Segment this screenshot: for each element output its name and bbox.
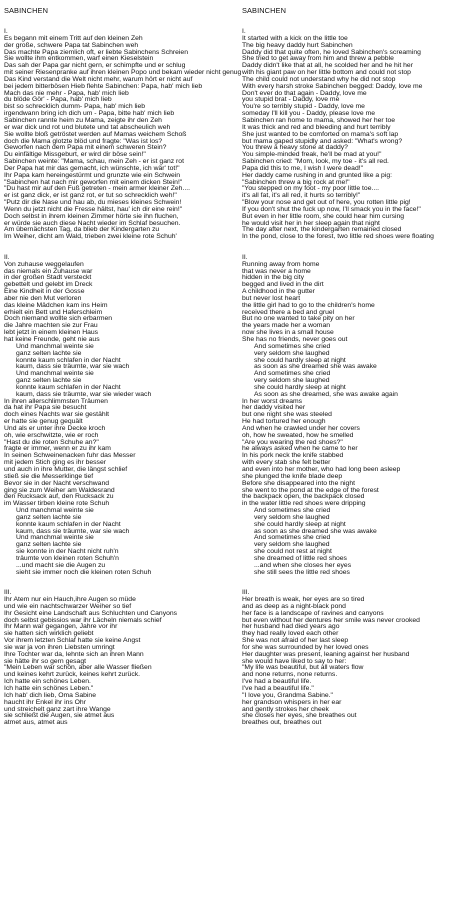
poem-line: but one night she was steeled xyxy=(242,411,332,419)
poem-line: she could hardly sleep at night xyxy=(254,383,346,391)
poem-line: You simple-minded freak, he'll be mad at you!" xyxy=(242,151,382,159)
poem-line: sie war ja von ihren Liebsten umringt xyxy=(4,643,115,651)
poem-line: mit seiner Riesenpranke auf ihren kleinen Popo und bekam wieder nicht genug xyxy=(4,69,242,77)
poem-line: It started with a kick on the little toe xyxy=(242,34,348,42)
section-numeral: I. xyxy=(242,28,246,35)
poem-line: Der Papa hat mir das gemacht, ich wünschte, ich wär' tot!" xyxy=(4,164,180,172)
poem-line: that was never a home xyxy=(242,267,311,275)
stanza-gap xyxy=(4,248,232,255)
poem-line: und keines kehrt zurück, keines kehrt zurück. xyxy=(4,671,141,679)
poem-line: ...und macht sie die Augen zu xyxy=(16,561,106,569)
poem-line: ganz selten lachte sie xyxy=(16,513,82,521)
poem-line: er hatte sie genug gequält xyxy=(4,418,83,426)
poem-line: you stupid brat - Daddy, love me xyxy=(242,96,340,104)
poem-line: Mach das nie mehr - Papa, hab' mich lieb xyxy=(4,89,129,97)
poem-line: her husband had died years ago xyxy=(242,623,340,631)
poem-line: Sie wollte bloß getröstet werden auf Mamas weichem Schoß xyxy=(4,130,187,138)
poem-line: mit jedem Stich ging es ihr besser xyxy=(4,459,106,467)
poem-line: träumte von kleinen roten Schuh'n xyxy=(16,554,119,562)
poem-line: now she lives in a small house xyxy=(242,329,334,337)
poem-line: Und manchmal weinte sie xyxy=(16,342,94,350)
poem-line: received there a bed and gruel xyxy=(242,308,335,316)
poem-line: Du einfältige Missgeburt, er wird dir böse sein!" xyxy=(4,151,146,159)
poem-line: it's all fat, it's all red, it hurts so terribly!" xyxy=(242,192,361,200)
poem-line: Wenn du jetzt nicht die Fresse hältst, hau' ich dir eine rein!" xyxy=(4,205,183,213)
poem-line: den Rucksack auf, den Rucksack zu xyxy=(4,493,114,501)
poem-line: as soon as she dreamed she was awake xyxy=(254,363,377,371)
poem-line: konnte kaum schlafen in der Nacht xyxy=(16,356,121,364)
poem-line: and none returns, none returns. xyxy=(242,671,338,679)
poem-line: as soon as she dreamed she was awake xyxy=(254,527,377,535)
poem-line: im Wasser tirben kleine rote Schuh xyxy=(4,500,110,508)
poem-line: der große, schwere Papa tat Sabinchen weh xyxy=(4,41,139,49)
poem-line: With every harsh stroke Sabinchen begged: Daddy, love me xyxy=(242,82,423,90)
poem-line: bist so schrecklich dumm- Papa, hab' mich lieb xyxy=(4,103,146,111)
poem-line: konnte kaum schlafen in der Nacht xyxy=(16,520,121,528)
poem-line: sie schließt die Augen, sie atmet aus xyxy=(4,712,115,720)
poem-line: In the pond, close to the forest, two little red shoes were floating xyxy=(242,233,434,241)
poem-line: Und als er unter ihre Decke kroch xyxy=(4,424,106,432)
poem-line: Es begann mit einem Tritt auf den kleinen Zeh xyxy=(4,34,143,42)
poem-line: Daddy did that quite often, he loved Sabinchen's screaming xyxy=(242,48,421,56)
german-column xyxy=(4,6,242,727)
poem-line: In her worst dreams xyxy=(242,397,303,405)
poem-line: he always asked when he came to her xyxy=(242,445,358,453)
poem-line: "Putz dir die Nase und hau ab, du mieses kleines Schwein! xyxy=(4,199,182,207)
poem-line: ganz selten lachte sie xyxy=(16,377,82,385)
poem-line: kaum, dass sie träumte, war sie wieder wach xyxy=(16,390,152,398)
english-title: SABINCHEN xyxy=(242,6,287,15)
poem-line: erhielt ein Bett und Haferschleim xyxy=(4,308,103,316)
poem-line: Before she disappeared into the night xyxy=(242,479,355,487)
poem-line: Doch selbst in ihrem kleinen Zimmer hörte sie ihn fluchen, xyxy=(4,212,179,220)
poem-line: She just wanted to be comforted on mama's soft lap xyxy=(242,130,399,138)
german-title: SABINCHEN xyxy=(4,6,49,15)
poem-line: she plunged the knife blade deep xyxy=(242,472,343,480)
poem-line: As soon as she dreamed, she was awake again xyxy=(254,390,398,398)
poem-line: with every stab she felt better xyxy=(242,459,331,467)
poem-line: In seinen Schweinenacken fuhr das Messer xyxy=(4,452,136,460)
section-numeral: I. xyxy=(4,28,8,35)
english-column xyxy=(242,6,470,727)
poem-line: very seldom she laughed xyxy=(254,541,330,549)
poem-line: Und manchmal weinte sie xyxy=(16,370,94,378)
poem-line: ging sie zum Weiher am Waldesrand xyxy=(4,486,115,494)
poem-line: hat keine Freunde, geht nie aus xyxy=(4,335,100,343)
poem-line: Sie wollte ihm entkommen, warf einen Kieselstein xyxy=(4,55,154,63)
poem-line: da hat ihr Papa sie besucht xyxy=(4,404,87,412)
poem-line: Don't ever do that again - Daddy, love me xyxy=(242,89,367,97)
poem-line: You're so terribly stupid - Daddy, love me xyxy=(242,103,365,111)
poem-line: Her daughter was present, leaning against her husband xyxy=(242,650,410,658)
poem-line: She tried to get away from him and threw a pebble xyxy=(242,55,394,63)
poem-line: I've had a beautiful life. xyxy=(242,678,312,686)
section-numeral: II. xyxy=(4,253,10,261)
poem-line: And sometimes she cried xyxy=(254,534,331,542)
poem-line: Daddy didn't like that at all, he scolded her and he hit her xyxy=(242,62,413,70)
poem-line: She was not afraid of her last sleep xyxy=(242,637,349,645)
poem-line: breathes out, breathes out xyxy=(242,719,322,727)
poem-line: Geworfen nach dem Papa mit einem schweren Stein? xyxy=(4,144,167,152)
poem-line: Running away from home xyxy=(242,260,320,268)
poem-line: "Are you wearing the red shoes?" xyxy=(242,438,343,446)
poem-line: for she was surrounded by her loved ones xyxy=(242,643,369,651)
poem-line: she could hardly sleep at night xyxy=(254,356,346,364)
poem-line: A childhood in the gutter xyxy=(242,288,315,296)
section-numeral: III. xyxy=(4,589,12,597)
stanza-gap xyxy=(242,577,470,584)
poem-line: In ihren allerschlimmsten Träumen xyxy=(4,397,108,405)
poem-line: "Blow your nose and get out of here, you rotten little pig! xyxy=(242,199,411,207)
poem-line: sieht sie immer noch die kleinen roten Schuh xyxy=(16,568,152,576)
poem-line: "Hast du die roten Schuhe an?" xyxy=(4,438,99,446)
poem-line: she dreamed of little red shoes xyxy=(254,554,347,562)
stanza-gap xyxy=(242,248,470,255)
poem-line: stieß sie die Messerklinge tief xyxy=(4,472,94,480)
poem-line: Papa did this to me, I wish I were dead!" xyxy=(242,164,364,172)
poem-line: Das sah der Papa gar nicht gern, er schimpfte und er schlug xyxy=(4,62,186,70)
poem-line: Das Kind verstand die Welt nicht mehr, warum hört er nicht auf xyxy=(4,75,193,83)
poem-line: very seldom she laughed xyxy=(254,377,330,385)
poem-line: Ihre Tochter war da, lehnte sich an ihren Mann xyxy=(4,650,144,658)
poem-line: The day after next, the kindergarten remained closed xyxy=(242,226,402,234)
poem-line: Von zuhause weggelaufen xyxy=(4,260,84,268)
poem-line: in the water little red shoes were dripping xyxy=(242,500,366,508)
poem-line: oh, wie erschwitzte, wie er roch xyxy=(4,431,99,439)
poem-line: The big heavy daddy hurt Sabinchen xyxy=(242,41,353,49)
poem-line: und auch in ihre Mutter, die längst schlief xyxy=(4,466,128,473)
poem-line: das niemals ein Zuhause war xyxy=(4,267,93,275)
poem-line: konnte kaum schlafen in der Nacht xyxy=(16,383,121,391)
german-section-2 xyxy=(4,255,232,577)
stanza-gap xyxy=(242,241,470,248)
poem-line: begged and lived in the dirt xyxy=(242,281,324,289)
poem-line: they had really loved each other xyxy=(242,630,339,638)
poem-line: aber nie den Mut verloren xyxy=(4,294,82,302)
poem-line: she could hardly sleep at night xyxy=(254,520,346,528)
poem-line: Sabinchen weinte: "Mama, schau, mein Zeh - er ist ganz rot xyxy=(4,158,184,166)
poem-line: she went to the pond at the edge of the forest xyxy=(242,486,379,494)
poem-line: Und manchmal weinte sie xyxy=(16,507,94,515)
poem-line: someday I'll kill you - Daddy, please love me xyxy=(242,110,376,118)
poem-line: Bevor sie in der Nacht verschwand xyxy=(4,479,110,487)
poem-line: And sometimes she cried xyxy=(254,342,331,350)
poem-line: Am übernächsten Tag, da blieb der Kindergarten zu xyxy=(4,226,160,234)
poem-line: "I love you, Grandma Sabine." xyxy=(242,691,333,699)
german-sections xyxy=(4,28,242,727)
stanza-gap xyxy=(4,241,232,248)
poem-line: "Sabinchen hat nach mir geworfen mit einem dicken Stein!" xyxy=(4,178,183,186)
poem-line: Doch niemand wollte sich erbarmen xyxy=(4,315,113,323)
poem-line: fragte er immer, wenn er zu ihr kam xyxy=(4,445,111,453)
stanza-gap xyxy=(4,577,232,584)
poem-line: lebt jetzt in einem kleinen Haus xyxy=(4,329,99,337)
poem-line: and gently strokes her cheek xyxy=(242,705,329,713)
poem-line: But no one wanted to take pity on her xyxy=(242,315,355,323)
section-numeral: II. xyxy=(242,253,248,261)
poem-line: Eine Kindheit in der Gosse xyxy=(4,288,85,296)
poem-line: If you don't shut the fuck up now, I'll smack you in the face!" xyxy=(242,205,421,213)
poem-line: Ihr Atem nur ein Hauch,ihre Augen so müde xyxy=(4,596,136,604)
poem-line: but mama gaped stupidly and asked: "What's wrong? xyxy=(242,137,403,145)
poem-line: das kleine Mädchen kam ins Heim xyxy=(4,301,108,309)
poem-line: the backpack open, the backpack closed xyxy=(242,493,365,501)
poem-line: Her breath is weak, her eyes are so tired xyxy=(242,596,365,604)
poem-line: she closes her eyes, she breathes out xyxy=(242,712,357,720)
poem-line: Ich hatte ein schönes Leben. xyxy=(4,678,91,686)
poem-line: "Mein Leben war schön, aber alle Wasser fließen xyxy=(4,664,152,672)
poem-line: Her daddy came rushing in and grunted like a pig: xyxy=(242,171,392,179)
poem-line: atmet aus, atmet aus xyxy=(4,719,68,727)
poem-line: Sabinchen ran home to mama, showed her her toe xyxy=(242,116,396,124)
poem-line: Sabinchen cried: "Mom, look, my toe - it's all red. xyxy=(242,158,389,166)
poem-line: and even into her mother, who had long been asleep xyxy=(242,466,401,473)
poem-line: und streichelt ganz zart ihre Wange xyxy=(4,705,111,713)
poem-line: er war dick und rot und blutete und tat abscheulich weh xyxy=(4,123,171,131)
poem-line: her grandson whispers in her ear xyxy=(242,698,342,706)
poem-line: And sometimes she cried xyxy=(254,507,331,515)
poem-line: doch eines Nachts war sie gestählt xyxy=(4,411,110,419)
poem-line: hidden in the big city xyxy=(242,274,304,282)
poem-line: but never lost heart xyxy=(242,294,301,302)
stanza-gap xyxy=(4,583,232,590)
poem-line: gebettelt und gelebt im Dreck xyxy=(4,281,93,289)
english-section-2 xyxy=(242,255,470,577)
poem-line: He had tortured her enough xyxy=(242,418,326,426)
poem-line: Das machte Papa ziemlich oft, er liebte Sabinchens Schreien xyxy=(4,48,188,56)
english-sections xyxy=(242,29,470,727)
poem-line: er würde sie auch diese Nacht wieder im Schlaf besuchen. xyxy=(4,219,181,227)
poem-line: die Jahre machten sie zur Frau xyxy=(4,322,98,330)
poem-line: doch selbst gebissios war ihr Lächeln niemals schief xyxy=(4,616,162,624)
poem-line: You threw a heavy stone at daddy? xyxy=(242,144,348,152)
poem-line: very seldom she laughed xyxy=(254,349,330,357)
poem-line: he would visit her in her sleep again that night xyxy=(242,219,380,227)
poem-line: bei jedem bitterbösen Hieb flehte Sabinchen: Papa, hab' mich lieb xyxy=(4,82,203,90)
poem-line: very seldom she laughed xyxy=(254,513,330,521)
poem-line: er ist ganz dick, er ist ganz rot, er tut so schrecklich weh!" xyxy=(4,192,177,200)
poem-line: but even without her dentures her smile was never crooked xyxy=(242,616,420,624)
poem-line: Im Weiher, dicht am Wald, trieben zwei kleine rote Schuh' xyxy=(4,233,177,241)
poem-line: doch die Mama glotzte blöd und fragte: "Was ist los? xyxy=(4,137,163,145)
poem-line: irgendwann bring ich dich um - Papa, bitte hab' mich lieb xyxy=(4,110,175,118)
poem-line: her daddy visited her xyxy=(242,404,306,412)
poem-line: She has no friends, never goes out xyxy=(242,335,348,343)
poem-line: haucht ihr Enkel ihr ins Ohr xyxy=(4,698,86,706)
poem-line: The child could not understand why he did not stop xyxy=(242,75,396,83)
poem-line: she would have liked to say to her: xyxy=(242,657,347,665)
poem-line: her face is a landscape of ravines and canyons xyxy=(242,609,384,617)
german-section-3 xyxy=(4,590,232,727)
poem-line: kaum, dass sie träumte, war sie wach xyxy=(16,363,130,371)
poem-line: sie konnte in der Nacht nicht ruh'n xyxy=(16,548,119,556)
poem-line: und wie ein nachtschwarzer Weiher so tief xyxy=(4,602,132,610)
poem-line: sie hatten sich wirklich geliebt xyxy=(4,630,94,638)
poem-line: Ich hatte ein schönes Leben." xyxy=(4,685,94,692)
poem-line: ...and when she closes her eyes xyxy=(254,561,352,569)
poem-line: But even in her little room, she could hear him cursing xyxy=(242,212,405,220)
poem-line: with his giant paw on her little bottom and could not stop xyxy=(242,69,411,77)
english-section-1 xyxy=(242,29,470,241)
poem-line: Ich hab' dich lieb, Oma Sabine xyxy=(4,691,96,699)
poem-line: "Du hast mir auf den Fuß getreten - mein armer kleiner Zeh.... xyxy=(4,185,191,193)
poem-line: ganz selten lachte sie xyxy=(16,349,82,357)
poem-line: sie hätte ihr so gern gesagt xyxy=(4,657,86,665)
poem-line: and as deep as a night-black pond xyxy=(242,602,346,610)
poem-line: kaum, dass sie träumte, war sie wach xyxy=(16,527,130,535)
poem-line: Ihr Papa kam hereingestürmt und grunzte wie ein Schwein xyxy=(4,171,181,179)
poem-line: ganz selten lachte sie xyxy=(16,541,82,549)
poem-line: the little girl had to go to the children's home xyxy=(242,301,375,309)
stanza-gap xyxy=(242,583,470,590)
poem-line: Ihr Mann war gegangen, Jahre vor ihr xyxy=(4,623,118,631)
english-section-3 xyxy=(242,590,470,727)
poem-line: Ihr Gesicht eine Landschaft aus Schluchten und Canyons xyxy=(4,609,178,617)
poem-line: in der großen Stadt versteckt xyxy=(4,274,92,282)
poem-line: she could not rest at night xyxy=(254,548,332,556)
poem-line: "Sabinchen threw a big rock at me!" xyxy=(242,178,350,186)
poem-line: Sabinchen rannte heim zu Mama, zeigte ihr den Zeh xyxy=(4,116,162,124)
poem-line: Und manchmal weinte sie xyxy=(16,534,94,542)
poem-line: And sometimes she cried xyxy=(254,370,331,378)
poem-line: I've had a beautiful life." xyxy=(242,685,314,692)
poem-line: du blöde Gör' - Papa, hab' mich lieb xyxy=(4,96,112,104)
poem-line: It was thick and red and bleeding and hurt terribly xyxy=(242,123,391,131)
poem-line: she still sees the little red shoes xyxy=(254,568,350,576)
poem-line: And when he crawled under her covers xyxy=(242,424,360,432)
poem-line: Vor ihrem letzten Schlaf hatte sie keine Angst xyxy=(4,637,141,645)
poem-line: "You stepped on my foot - my poor little toe.... xyxy=(242,185,380,193)
poem-line: "My life was beautiful, but all waters flow xyxy=(242,664,364,672)
poem-line: the years made her a woman xyxy=(242,322,331,330)
poem-line: In his pork neck the knife stabbed xyxy=(242,452,344,460)
poem-line: oh, how he sweated, how he smelled xyxy=(242,431,354,439)
german-section-1 xyxy=(4,28,242,241)
section-numeral: III. xyxy=(242,589,250,597)
